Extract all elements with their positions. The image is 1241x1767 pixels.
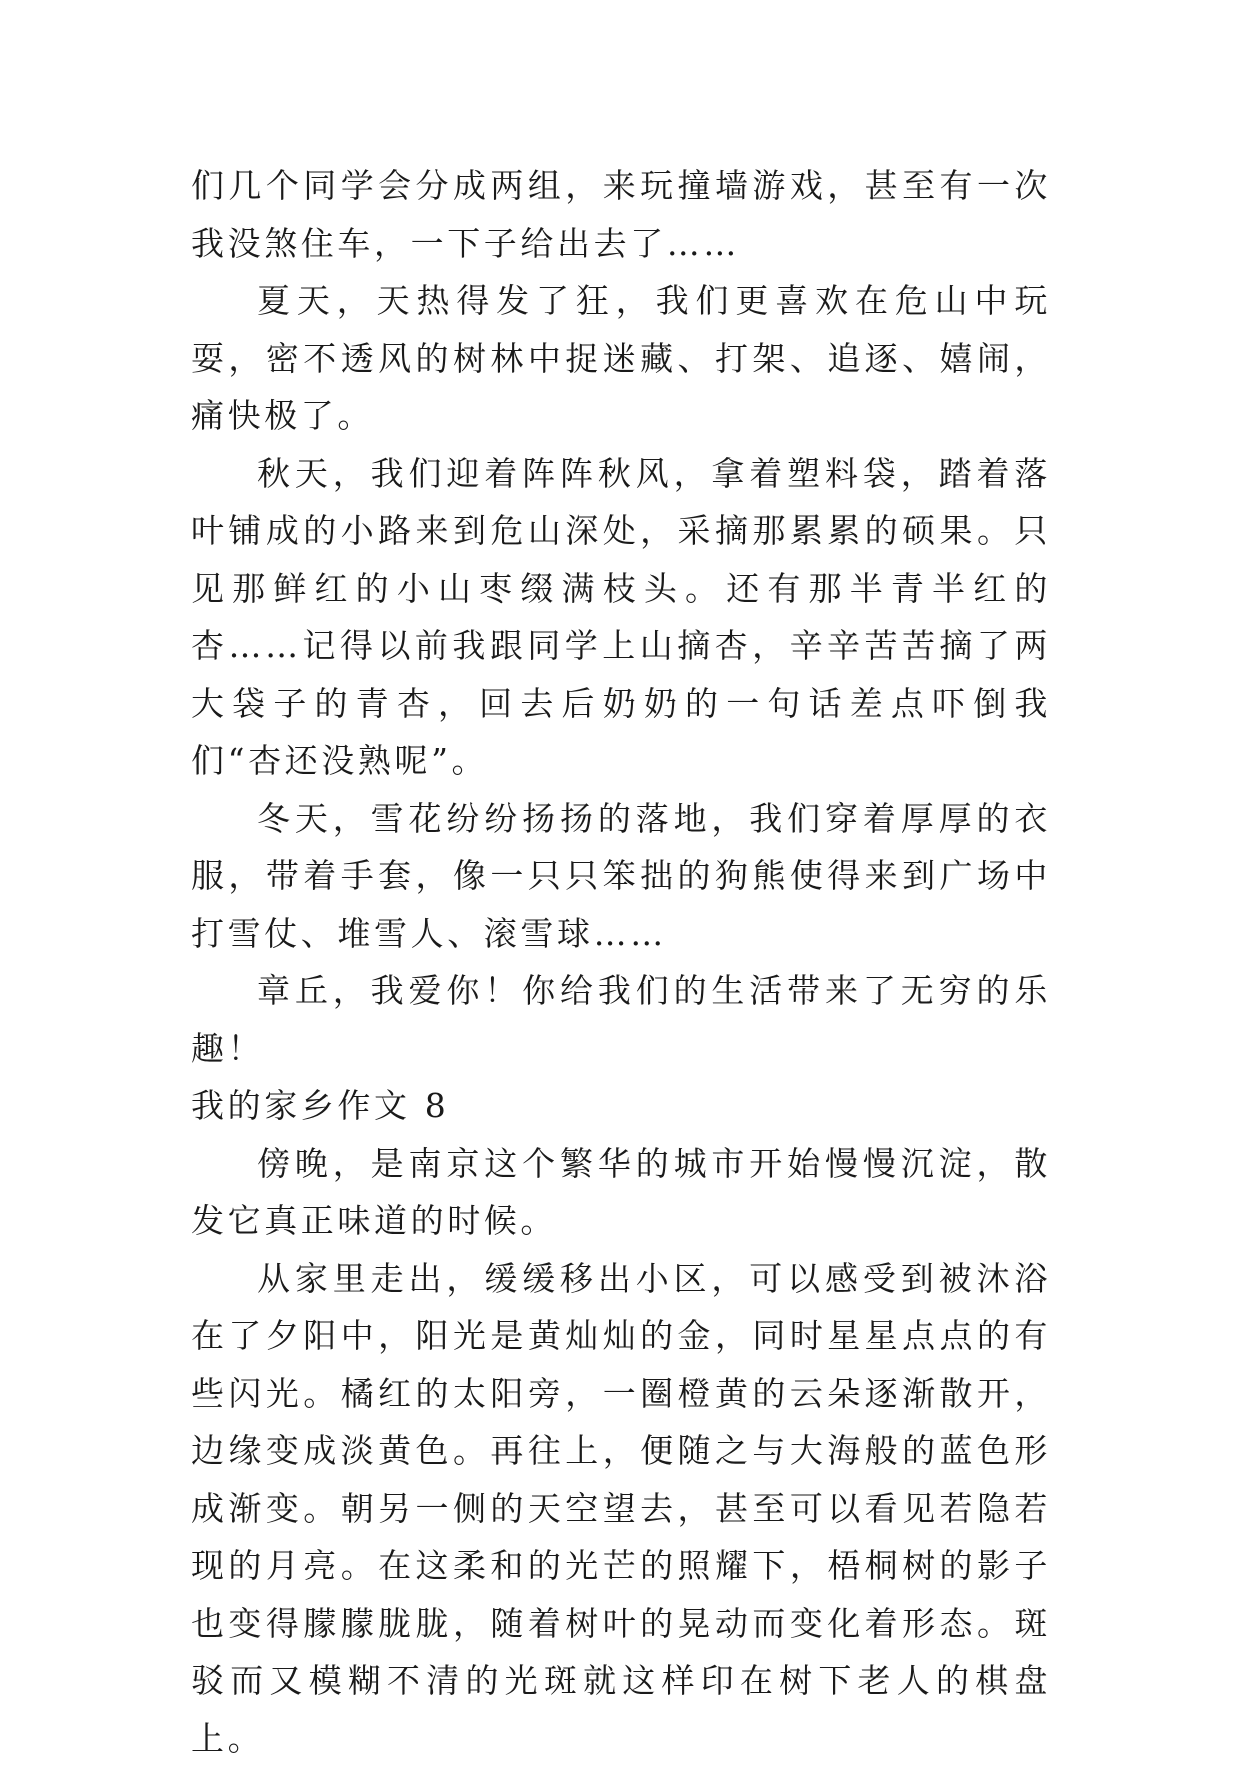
paragraph-sunset: 从家里走出，缓缓移出小区，可以感受到被沐浴在了夕阳中，阳光是黄灿灿的金，同时星星点点的有些闪光。橘红的太阳旁，一圈橙黄的云朵逐渐散开，边缘变成淡黄色。再往上，便随之与大海般的蓝色形成渐变。朝另一侧的天空望去，甚至可以看见若隐若现的月亮。在这柔和的光芒的照耀下，梧桐树的影子也变得朦朦胧胧，随着树叶的晃动而变化着形态。斑驳而又模糊不清的光斑就这样印在树下老人的棋盘上。 — [191, 1250, 1051, 1767]
paragraph-winter: 冬天，雪花纷纷扬扬的落地，我们穿着厚厚的衣服，带着手套，像一只只笨拙的狗熊使得来到广场中打雪仗、堆雪人、滚雪球…… — [191, 790, 1051, 963]
paragraph-closing: 章丘，我爱你！你给我们的生活带来了无穷的乐趣！ — [191, 962, 1051, 1077]
paragraph-evening: 傍晚，是南京这个繁华的城市开始慢慢沉淀，散发它真正味道的时候。 — [191, 1135, 1051, 1250]
paragraph-summer: 夏天，天热得发了狂，我们更喜欢在危山中玩耍，密不透风的树林中捉迷藏、打架、追逐、嬉闹，痛快极了。 — [191, 272, 1051, 445]
essay-heading: 我的家乡作文 8 — [191, 1077, 1051, 1135]
paragraph-continuation: 们几个同学会分成两组，来玩撞墙游戏，甚至有一次我没煞住车，一下子给出去了…… — [191, 157, 1051, 272]
document-body — [191, 157, 1051, 1767]
paragraph-autumn: 秋天，我们迎着阵阵秋风，拿着塑料袋，踏着落叶铺成的小路来到危山深处，采摘那累累的硕果。只见那鲜红的小山枣缀满枝头。还有那半青半红的杏……记得以前我跟同学上山摘杏，辛辛苦苦摘了两大袋子的青杏，回去后奶奶的一句话差点吓倒我们“杏还没熟呢”。 — [191, 445, 1051, 790]
